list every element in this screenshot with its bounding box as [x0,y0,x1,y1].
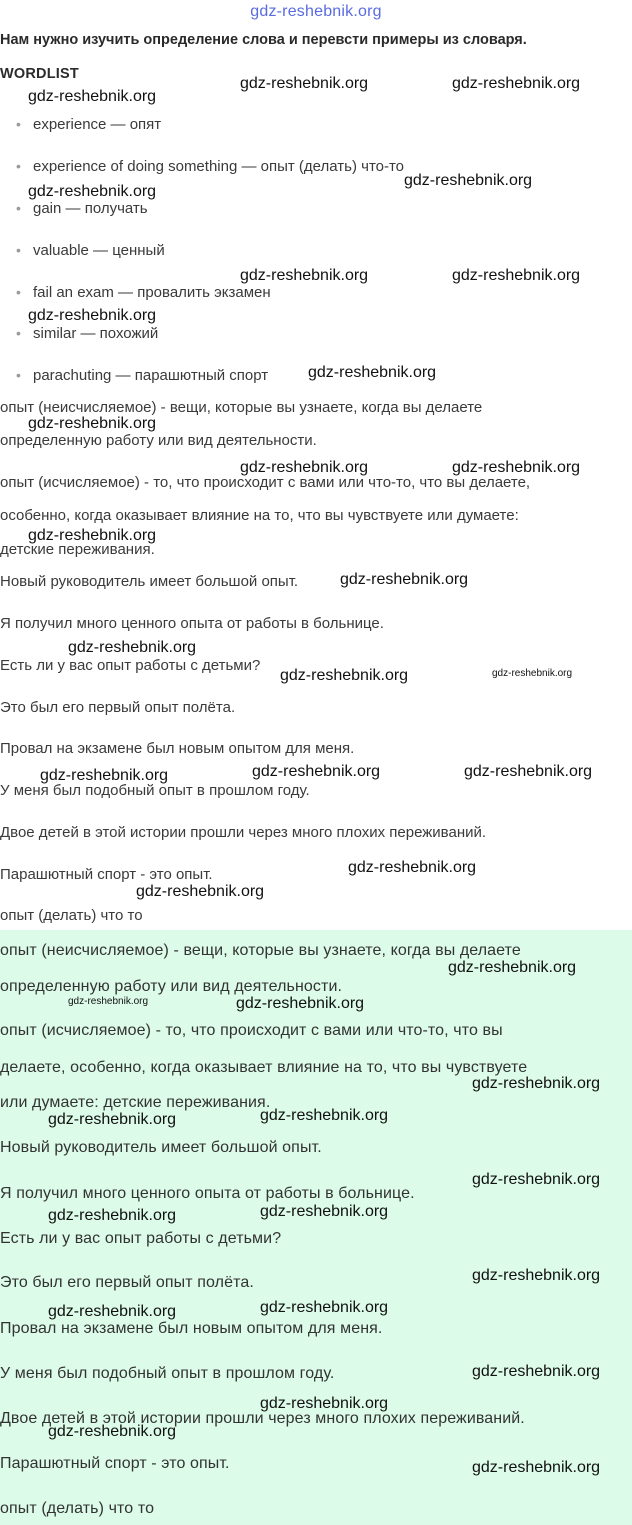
watermark-text: gdz-reshebnik.org [452,267,581,284]
answer-example: У меня был подобный опыт в прошлом году. [0,1365,335,1382]
bullet-icon: • [16,242,21,258]
watermark-text: gdz-reshebnik.org [252,763,381,780]
watermark-text: gdz-reshebnik.org [236,995,365,1012]
watermark-text: gdz-reshebnik.org [348,859,477,876]
watermark-text: gdz-reshebnik.org [28,415,157,432]
answer-example: Двое детей в этой истории прошли через много плохих переживаний. [0,1410,525,1427]
answer-example: Парашютный спорт - это опыт. [0,1455,230,1472]
watermark-text: gdz-reshebnik.org [48,1207,177,1224]
wordlist-entry: parachuting — парашютный спорт [33,367,269,384]
answer-example: опыт (делать) что то [0,1500,155,1517]
answer-example: Я получил много ценного опыта от работы в больнице. [0,1185,415,1202]
wordlist-entry: experience of doing something — опыт (делать) что-то [33,158,405,175]
watermark-text: gdz-reshebnik.org [448,959,577,976]
watermark-text: gdz-reshebnik.org [48,1303,177,1320]
bullet-icon: • [16,116,21,132]
bullet-icon: • [16,158,21,174]
wordlist-entry: valuable — ценный [33,242,165,259]
example-sentence: У меня был подобный опыт в прошлом году. [0,782,310,799]
watermark-text: gdz-reshebnik.org [492,668,573,679]
watermark-text: gdz-reshebnik.org [240,459,369,476]
watermark-text: gdz-reshebnik.org [240,75,369,92]
answer-example: Это был его первый опыт полёта. [0,1274,254,1291]
bullet-icon: • [16,325,21,341]
watermark-text: gdz-reshebnik.org [48,1111,177,1128]
watermark-text: gdz-reshebnik.org [260,1299,389,1316]
answer-example: Есть ли у вас опыт работы с детьми? [0,1230,282,1247]
task-intro: Нам нужно изучить определение слова и перевсти примеры из словаря. [0,32,527,48]
watermark-text: gdz-reshebnik.org [464,763,593,780]
example-sentence: Провал на экзамене был новым опытом для меня. [0,740,355,757]
list-item [0,158,404,175]
answer-countable-line3: или думаете: детские переживания. [0,1094,271,1111]
example-sentence: Это был его первый опыт полёта. [0,699,236,716]
example-sentence: опыт (делать) что то [0,907,143,924]
list-item [0,200,148,217]
watermark-text: gdz-reshebnik.org [452,459,581,476]
list-item [0,284,271,301]
wordlist-entry: gain — получать [33,200,148,217]
definition-countable-line1: опыт (исчисляемое) - то, что происходит с вами или что-то, что вы делаете, [0,474,531,491]
watermark-text: gdz-reshebnik.org [28,527,157,544]
wordlist-heading: WORDLIST [0,66,79,82]
answer-countable-line1: опыт (исчисляемое) - то, что происходит с вами или что-то, что вы [0,1022,503,1039]
example-sentence: Двое детей в этой истории прошли через много плохих переживаний. [0,824,487,841]
answer-countable-line2: делаете, особенно, когда оказывает влияние на то, что вы чувствуете [0,1059,528,1076]
watermark-text: gdz-reshebnik.org [280,667,409,684]
definition-countable-line2: особенно, когда оказывает влияние на то, что вы чувствуете или думаете: [0,507,519,524]
watermark-text: gdz-reshebnik.org [472,1459,601,1476]
example-sentence: Новый руководитель имеет большой опыт. [0,573,299,590]
answer-example: Новый руководитель имеет большой опыт. [0,1139,322,1156]
watermark-text: gdz-reshebnik.org [28,88,157,105]
answer-uncountable-line1: опыт (неисчисляемое) - вещи, которые вы узнаете, когда вы делаете [0,942,521,959]
watermark-text: gdz-reshebnik.org [452,75,581,92]
watermark-text: gdz-reshebnik.org [240,267,369,284]
wordlist-entry: experience — опят [33,116,162,133]
bullet-icon: • [16,284,21,300]
list-item [0,325,158,342]
bullet-icon: • [16,200,21,216]
watermark-text: gdz-reshebnik.org [260,1203,389,1220]
watermark-text: gdz-reshebnik.org [340,571,469,588]
example-sentence: Есть ли у вас опыт работы с детьми? [0,657,261,674]
watermark-text: gdz-reshebnik.org [136,883,265,900]
definition-uncountable-line2: определенную работу или вид деятельности. [0,432,317,449]
answer-uncountable-line2: определенную работу или вид деятельности. [0,978,343,995]
watermark-text: gdz-reshebnik.org [308,364,437,381]
watermark-text: gdz-reshebnik.org [260,1107,389,1124]
watermark-text: gdz-reshebnik.org [472,1171,601,1188]
definition-countable-line3: детские переживания. [0,541,155,558]
bullet-icon: • [16,367,21,383]
watermark-text: gdz-reshebnik.org [472,1363,601,1380]
list-item [0,367,268,384]
watermark-text: gdz-reshebnik.org [68,639,197,656]
wordlist-entry: similar — похожий [33,325,159,342]
example-sentence: Я получил много ценного опыта от работы в больнице. [0,615,384,632]
watermark-text: gdz-reshebnik.org [404,172,533,189]
definition-uncountable-line1: опыт (неисчисляемое) - вещи, которые вы узнаете, когда вы делаете [0,399,483,416]
watermark-text: gdz-reshebnik.org [68,996,149,1007]
site-header-link[interactable]: gdz-reshebnik.org [250,3,382,20]
list-item [0,116,161,133]
watermark-text: gdz-reshebnik.org [472,1267,601,1284]
list-item [0,242,165,259]
watermark-text: gdz-reshebnik.org [260,1395,389,1412]
watermark-text: gdz-reshebnik.org [28,183,157,200]
watermark-text: gdz-reshebnik.org [472,1075,601,1092]
answer-example: Провал на экзамене был новым опытом для меня. [0,1320,383,1337]
watermark-text: gdz-reshebnik.org [48,1423,177,1440]
wordlist-entry: fail an exam — провалить экзамен [33,284,271,301]
example-sentence: Парашютный спорт - это опыт. [0,866,213,883]
watermark-text: gdz-reshebnik.org [28,307,157,324]
watermark-text: gdz-reshebnik.org [40,767,169,784]
